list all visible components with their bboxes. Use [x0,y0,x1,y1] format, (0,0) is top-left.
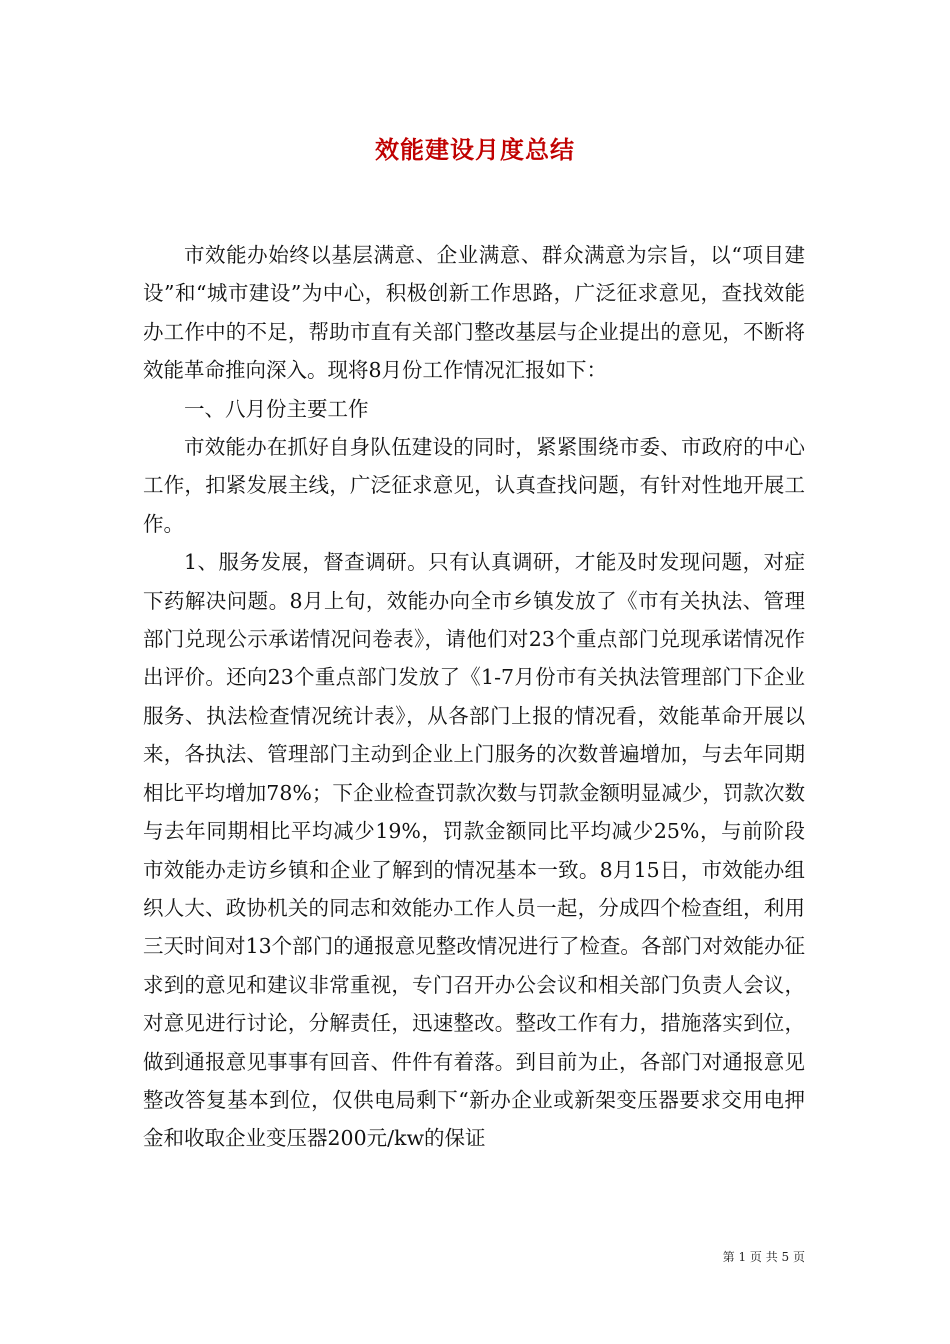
paragraph-intro: 市效能办始终以基层满意、企业满意、群众满意为宗旨，以“项目建设”和“城市建设”为中心，积极创新工作思路，广泛征求意见，查找效能办工作中的不足，帮助市直有关部门整改基层与企业提出的意见，不断将效能革命推向深入。现将8月份工作情况汇报如下： [143,243,805,383]
section-heading-1: 一、八月份主要工作 [184,396,369,421]
document-body [143,236,805,1158]
document-title: 效能建设月度总结 [375,136,575,164]
paragraph-section-1: 市效能办在抓好自身队伍建设的同时，紧紧围绕市委、市政府的中心工作，扣紧发展主线，广泛征求意见，认真查找问题，有针对性地开展工作。 [143,435,805,536]
page-footer: 第 1 页 共 5 页 [722,1250,805,1264]
paragraph-item-1: 1、服务发展，督查调研。只有认真调研，才能及时发现问题，对症下药解决问题。8月上旬，效能办向全市乡镇发放了《市有关执法、管理部门兑现公示承诺情况问卷表》，请他们对23个重点部门兑现承诺情况作出评价。还向23个重点部门发放了《1-7月份市有关执法管理部门下企业服务、执法检查情况统计表》，从各部门上报的情况看，效能革命开展以来，各执法、管理部门主动到企业上门服务的次数普遍增加，与去年同期相比平均增加78%；下企业检查罚款次数与罚款金额明显减少，罚款次数与去年同期相比平均减少19%，罚款金额同比平均减少25%，与前阶段市效能办走访乡镇和企业了解到的情况基本一致。8月15日，市效能办组织人大、政协机关的同志和效能办工作人员一起，分成四个检查组，利用三天时间对13个部门的通报意见整改情况进行了检查。各部门对效能办征求到的意见和建议非常重视，专门召开办公会议和相关部门负责人会议，对意见进行讨论，分解责任，迅速整改。整改工作有力，措施落实到位，做到通报意见事事有回音、件件有着落。到目前为止，各部门对通报意见整改答复基本到位，仅供电局剩下“新办企业或新架变压器要求交用电押金和收取企业变压器200元/kw的保证 [143,550,805,1151]
